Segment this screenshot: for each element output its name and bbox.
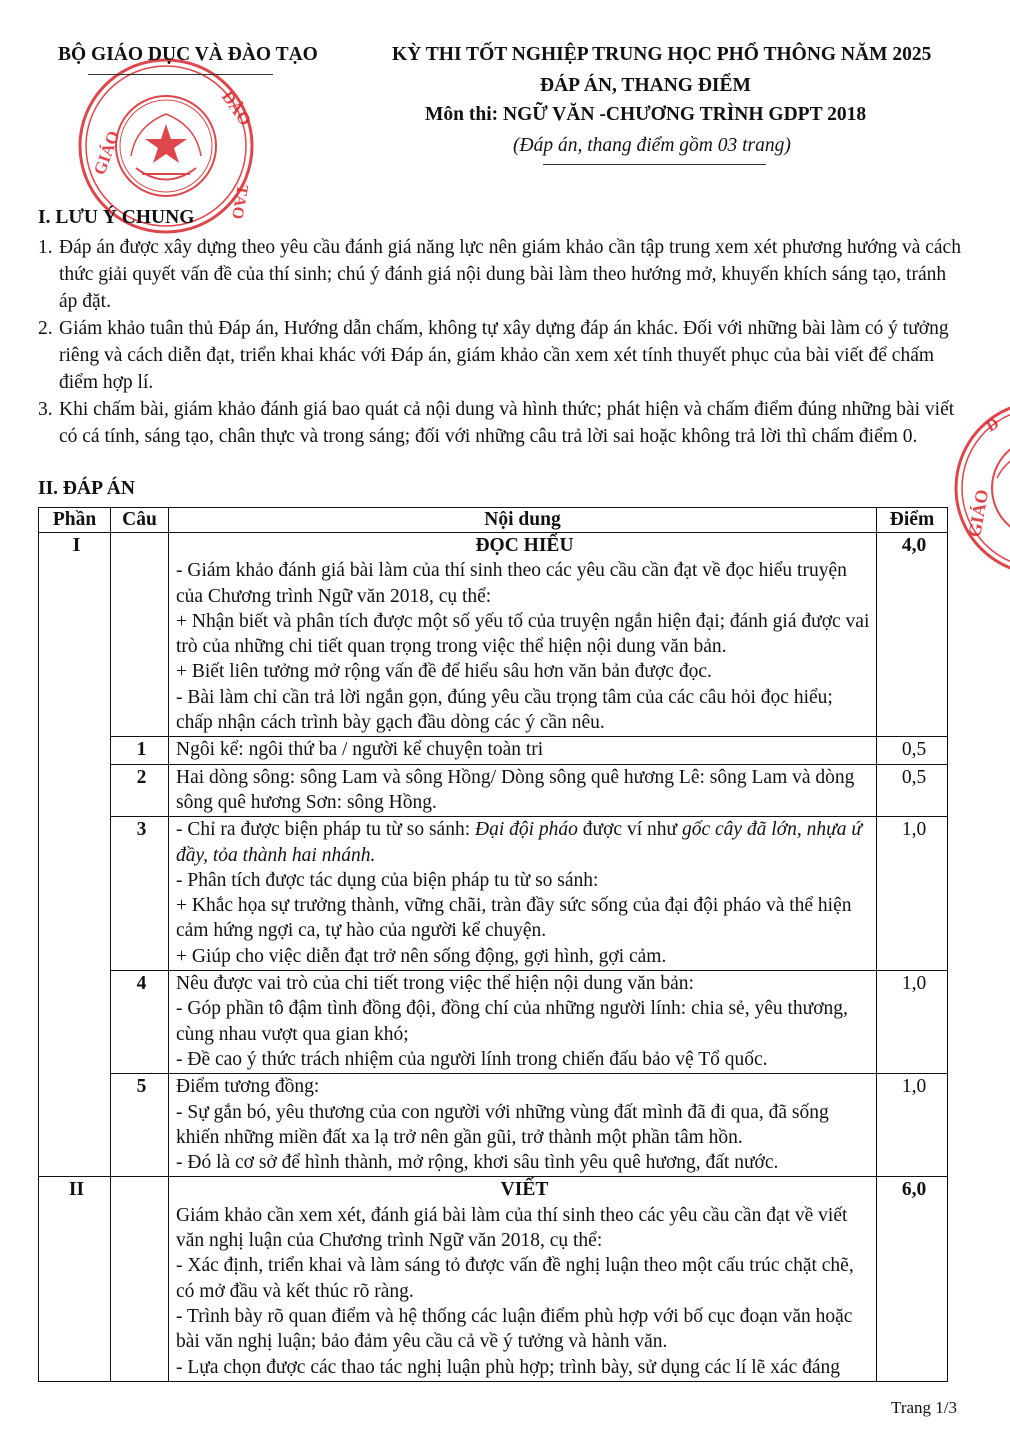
part-title: VIẾT — [500, 1179, 549, 1201]
content-line: - Lựa chọn được các thao tác nghị luận phù hợp; trình bày, sử dụng các lí lẽ xác đáng — [176, 1356, 841, 1378]
text-run: được ví như — [577, 819, 682, 841]
ministry-underline — [88, 74, 273, 75]
column-header-points: Điểm — [877, 508, 948, 533]
content-cell — [169, 737, 877, 764]
table-row — [39, 764, 948, 817]
column-header-part: Phần — [39, 508, 111, 533]
header-underline — [543, 164, 766, 165]
content-line: Hai dòng sông: sông Lam và sông Hồng/ Dòng sông quê hương Lê: sông Lam và dòng sông quê hương Sơn: sông Hồng. — [176, 766, 855, 813]
content-line: Điểm tương đồng: — [176, 1076, 320, 1098]
question-number: 3 — [111, 817, 169, 971]
question-number: 4 — [111, 971, 169, 1074]
points-cell: 0,5 — [877, 764, 948, 817]
content-line: Ngôi kể: ngôi thứ ba / người kể chuyện toàn tri — [176, 739, 544, 761]
subject-line: Môn thi: NGỮ VĂN -CHƯƠNG TRÌNH GDPT 2018 — [425, 104, 867, 125]
content-line: - Xác định, triển khai và làm sáng tỏ được vấn đề nghị luận theo một cấu trúc chặt chẽ, có mở đầu và kết thúc rõ ràng. — [176, 1255, 854, 1302]
content-line: - Bài làm chỉ cần trả lời ngắn gọn, đúng yêu cầu trọng tâm của các câu hỏi đọc hiểu; chấp nhận cách trình bày gạch đầu dòng các ý cần nêu. — [176, 686, 833, 734]
note-number: 3. — [38, 399, 53, 420]
content-cell — [169, 533, 877, 737]
content-line: - Góp phần tô đậm tình đồng đội, đồng chí của những người lính: chia sẻ, yêu thương, cùng nhau vượt qua gian khó; — [176, 998, 848, 1045]
content-cell — [169, 1177, 877, 1381]
quoted-subject: Đại đội pháo — [474, 819, 578, 841]
question-number: 5 — [111, 1074, 169, 1177]
svg-text:GIÁO: GIÁO — [964, 487, 993, 539]
content-line — [176, 817, 873, 868]
table-row — [39, 1177, 948, 1381]
content-line: - Phân tích được tác dụng của biện pháp tu từ so sánh: — [176, 869, 599, 891]
page-count-note: (Đáp án, thang điểm gồm 03 trang) — [513, 135, 791, 156]
section-answers-title: II. ĐÁP ÁN — [38, 478, 135, 499]
content-line: + Giúp cho việc diễn đạt trở nên sống động, gợi hình, gợi cảm. — [176, 945, 667, 967]
svg-text:ĐÀO: ĐÀO — [217, 87, 255, 130]
question-number: 2 — [111, 764, 169, 817]
points-cell: 1,0 — [877, 817, 948, 971]
content-line: - Sự gắn bó, yêu thương của con người với những vùng đất mình đã đi qua, đã sống khiến những miền đất xa lạ trở nên gần gũi, trở thành một phần tâm hồn. — [176, 1101, 829, 1148]
points-cell: 6,0 — [877, 1177, 948, 1381]
page-number: Trang 1/3 — [891, 1398, 957, 1417]
part-title: ĐỌC HIỂU — [475, 535, 574, 556]
note-item — [38, 315, 968, 396]
question-cell-empty — [111, 533, 169, 737]
points-cell: 4,0 — [877, 533, 948, 737]
content-line: + Nhận biết và phân tích được một số yếu tố của truyện ngắn hiện đại; đánh giá được vai trò của những chi tiết quan trọng trong việc thể hiện nội dung văn bản. — [176, 610, 870, 658]
content-line: Giám khảo cần xem xét, đánh giá bài làm của thí sinh theo các yêu cầu cần đạt về viết văn nghị luận của Chương trình Ngữ văn 2018, cụ thể: — [176, 1204, 848, 1252]
text-run: - Chỉ ra được biện pháp tu từ so sánh: — [176, 819, 475, 841]
svg-text:GIÁO: GIÁO — [89, 128, 124, 178]
question-cell-empty — [111, 1177, 169, 1381]
general-notes-list — [38, 234, 968, 450]
document-title: ĐÁP ÁN, THANG ĐIỂM — [540, 75, 751, 96]
content-line: - Đề cao ý thức trách nhiệm của người lính trong chiến đấu bảo vệ Tổ quốc. — [176, 1048, 768, 1070]
content-line: + Biết liên tưởng mở rộng vấn đề để hiểu sâu hơn văn bản được đọc. — [176, 661, 712, 683]
table-row — [39, 817, 948, 971]
note-number: 2. — [38, 318, 53, 339]
note-text: Đáp án được xây dựng theo yêu cầu đánh giá năng lực nên giám khảo cần tập trung xem xét phương hướng và cách thức giải quyết vấn đề của thí sinh; chú ý đánh giá nội dung bài làm theo hướng mở, khuyến khích sáng tạo, tránh áp đặt. — [59, 237, 961, 312]
content-line: - Đó là cơ sở để hình thành, mở rộng, khơi sâu tình yêu quê hương, đất nước. — [176, 1152, 779, 1174]
points-cell: 1,0 — [877, 1074, 948, 1177]
quoted-comparison: gốc cây đã lớn, nhựa ứ đầy, tỏa thành hai nhánh. — [176, 819, 862, 866]
table-row — [39, 1074, 948, 1177]
table-row — [39, 737, 948, 764]
content-line: - Trình bày rõ quan điểm và hệ thống các luận điểm phù hợp với bố cục đoạn văn hoặc bài văn nghị luận; bảo đảm yêu cầu cả về ý tưởng và hành văn. — [176, 1305, 853, 1353]
exam-title: KỲ THI TỐT NGHIỆP TRUNG HỌC PHỔ THÔNG NĂM 2025 — [392, 44, 932, 65]
question-number: 1 — [111, 737, 169, 764]
content-cell — [169, 764, 877, 817]
note-text: Khi chấm bài, giám khảo đánh giá bao quát cả nội dung và hình thức; phát hiện và chấm điểm đúng những bài viết có cá tính, sáng tạo, chân thực và trong sáng; đối với những câu trả lời sai hoặc không trả lời thì chấm điểm 0. — [59, 399, 955, 447]
table-header-row — [39, 508, 948, 533]
note-item — [38, 396, 968, 450]
note-item — [38, 234, 968, 315]
ministry-header — [58, 44, 318, 66]
points-cell: 1,0 — [877, 971, 948, 1074]
content-line: - Giám khảo đánh giá bài làm của thí sinh theo các yêu cầu cần đạt về đọc hiểu truyện của Chương trình Ngữ văn 2018, cụ thể: — [176, 560, 847, 607]
svg-text:TẠO: TẠO — [228, 183, 251, 221]
part-label: I — [39, 533, 111, 1177]
column-header-content: Nội dung — [169, 508, 877, 533]
content-line: + Khắc họa sự trưởng thành, vững chãi, tràn đầy sức sống của đại đội pháo và thể hiện cảm hứng ngợi ca, tự hào của người kể chuyện. — [176, 895, 852, 942]
content-line: Nêu được vai trò của chi tiết trong việc thể hiện nội dung văn bản: — [176, 973, 694, 995]
answer-table — [38, 507, 948, 1382]
column-header-question: Câu — [111, 508, 169, 533]
note-number: 1. — [38, 237, 53, 258]
content-cell — [169, 817, 877, 971]
note-text: Giám khảo tuân thủ Đáp án, Hướng dẫn chấm, không tự xây dựng đáp án khác. Đối với những bài làm có ý tưởng riêng và cách diễn đạt, triển khai khác với Đáp án, giám khảo cần xem xét tính thuyết phục của bài viết để chấm điểm hợp lí. — [59, 318, 949, 393]
section-general-notes-title: I. LƯU Ý CHUNG — [38, 207, 195, 228]
table-row — [39, 533, 948, 737]
svg-text:D: D — [983, 414, 1003, 436]
table-row — [39, 971, 948, 1074]
content-cell — [169, 1074, 877, 1177]
part-label: II — [39, 1177, 111, 1381]
points-cell: 0,5 — [877, 737, 948, 764]
ministry-name: BỘ GIÁO DỤC VÀ ĐÀO TẠO — [58, 44, 318, 65]
content-cell — [169, 971, 877, 1074]
